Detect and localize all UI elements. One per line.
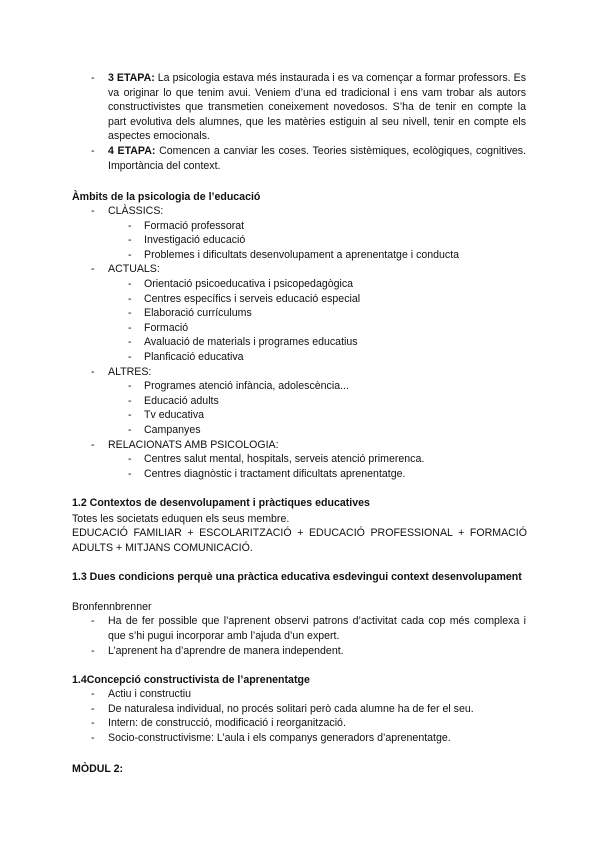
- list-item: - Intern: de construcció, modificació i reorganització.: [91, 717, 346, 730]
- list-item: - Planficació educativa: [128, 350, 244, 363]
- list-dash: -: [91, 72, 95, 84]
- list-item: - Campanyes: [128, 423, 201, 436]
- list-item: - Elaboració currículums: [128, 307, 252, 320]
- list-item: - L’aprenent ha d’aprendre de manera independent.: [91, 645, 344, 657]
- list-item: - Centres específics i serveis educació especial: [128, 292, 361, 305]
- list-item: - De naturalesa individual, no procés solitari però cada alumne ha de fer el seu.: [91, 702, 474, 715]
- etapa-item: [0, 71, 600, 144]
- list-item: - Formació: [128, 321, 189, 334]
- paragraph: Totes les societats eduquen els seus membre.: [72, 513, 290, 525]
- list-item: - Actiu i constructiu: [91, 688, 192, 700]
- author-name: Bronfennbrenner: [72, 601, 152, 613]
- ambits-heading: Àmbits de la psicologia de l’educació: [72, 191, 261, 203]
- concepcio-list: [0, 687, 600, 745]
- paragraph: EDUCACIÓ FAMILIAR + ESCOLARITZACIÓ + EDUCACIÓ PROFESSIONAL + FORMACIÓ ADULTS + MITJANS COMUNICACIÓ.: [72, 527, 527, 554]
- list-item: - Programes atenció infància, adolescència...: [128, 380, 349, 393]
- list-item: - Problemes i dificultats desenvolupament a aprenentatge i conducta: [128, 248, 460, 261]
- list-item: - Orientació psicoeducativa i psicopedagògica: [128, 277, 354, 290]
- ambit-group-label: - ALTRES:: [91, 365, 152, 378]
- etapa-item: [0, 144, 600, 174]
- module-heading: MÒDUL 2:: [72, 763, 124, 775]
- list-item: - Educació adults: [128, 394, 219, 407]
- ambits-list: [0, 204, 600, 481]
- condicions-list: [0, 614, 600, 659]
- list-item: - Tv educativa: [128, 409, 205, 422]
- list-item: - Avaluació de materials i programes educatius: [128, 336, 358, 349]
- section-heading: 1.3 Dues condicions perquè una pràctica educativa esdevingui context desenvolupament: [72, 571, 522, 583]
- etapa-label: 4 ETAPA:: [108, 145, 156, 157]
- ambit-group-label: - RELACIONATS AMB PSICOLOGIA:: [91, 438, 279, 451]
- list-item: - Ha de fer possible que l’aprenent observi patrons d’activitat cada cop més complexa i que s’hi pugui incorporar amb l’ajuda d’un expert.: [91, 615, 526, 642]
- list-dash: -: [91, 145, 95, 157]
- list-item: - Formació professorat: [128, 219, 245, 232]
- list-item: - Centres salut mental, hospitals, serveis atenció primerenca.: [128, 453, 425, 466]
- etapa-label: 3 ETAPA:: [108, 72, 155, 84]
- list-item: - Socio-constructivisme: L’aula i els companys generadors d’aprenentatge.: [91, 731, 451, 744]
- ambit-group-label: - CLÀSSICS:: [91, 205, 164, 217]
- section-heading: 1.2 Contextos de desenvolupament i pràctiques educatives: [72, 497, 370, 509]
- etapa-list: [0, 71, 600, 174]
- list-item: - Investigació educació: [128, 234, 246, 247]
- etapa-text: La psicologia estava més instaurada i es va començar a formar professors. Es va originar lo que tenim avui. Veniem d’una ed tradicional i ens vam trobar als autors constructivistes que transmetien coneixement novedosos. S’ha de tenir en compte la part evolutiva dels alumnes, que les matèries estiguin al seu nivell, tenir en compte els aspectes emocionals.: [108, 72, 526, 143]
- section-heading: 1.4Concepció constructivista de l’aprenentatge: [72, 674, 310, 686]
- list-item: - Centres diagnòstic i tractament dificultats aprenentatge.: [128, 467, 406, 480]
- ambit-group-label: - ACTUALS:: [91, 263, 160, 276]
- etapa-text: Comencen a canviar les coses. Teories sistèmiques, ecològiques, cognitives. Importància del context.: [108, 145, 527, 172]
